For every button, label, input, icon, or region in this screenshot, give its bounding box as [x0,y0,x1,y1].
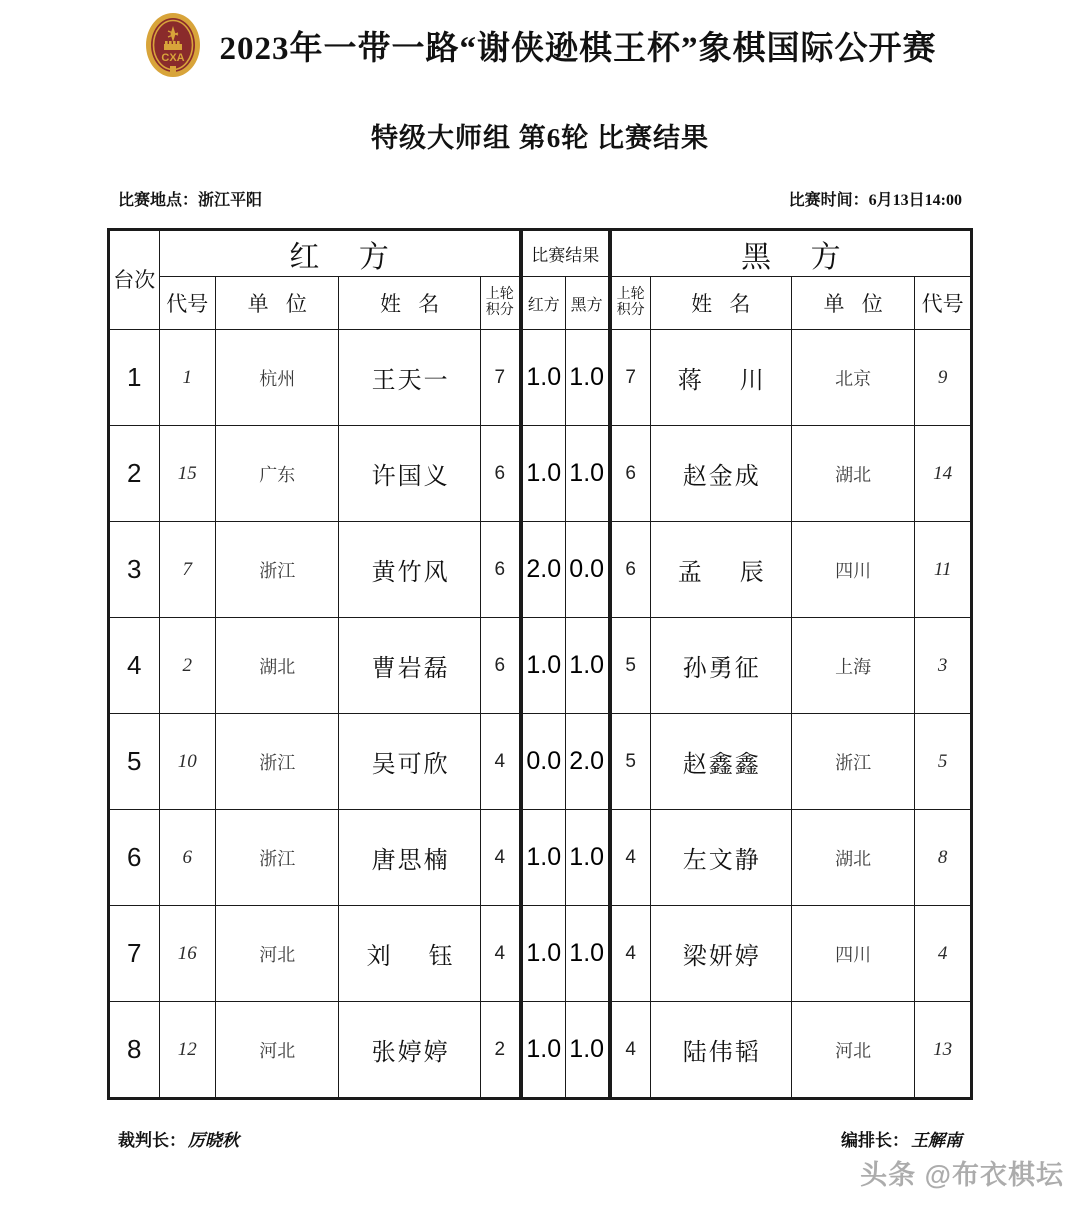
red-result-score: 1.0 [521,618,565,714]
black-prev-score: 6 [610,426,650,522]
red-player-name: 黄竹风 [339,522,480,618]
black-result-score: 0.0 [565,522,609,618]
black-player-name: 赵金成 [650,426,791,522]
col-result-red-header: 红方 [521,277,565,330]
col-red-prev-line2: 积分 [485,303,514,318]
black-unit: 上海 [792,618,915,714]
red-player-name: 张婷婷 [339,1002,480,1099]
venue-info [118,187,262,210]
black-unit: 四川 [792,906,915,1002]
red-player-name: 刘 钰 [339,906,480,1002]
black-result-score: 1.0 [565,426,609,522]
col-red-code-header: 代号 [159,277,216,330]
red-unit: 浙江 [216,810,339,906]
time-info [789,187,962,210]
black-code: 14 [915,426,972,522]
red-code: 16 [159,906,216,1002]
black-player-name: 蒋 川 [650,330,791,426]
board-number: 5 [109,714,160,810]
red-result-score: 2.0 [521,522,565,618]
results-table-wrap [107,228,973,1100]
table-row [109,426,972,522]
black-player-name: 梁妍婷 [650,906,791,1002]
red-unit: 浙江 [216,522,339,618]
red-result-score: 0.0 [521,714,565,810]
red-code: 10 [159,714,216,810]
black-code: 11 [915,522,972,618]
black-prev-score: 4 [610,906,650,1002]
board-number: 3 [109,522,160,618]
results-table-body [109,330,972,1099]
black-result-score: 1.0 [565,1002,609,1099]
referee-name: 厉晓秋 [188,1131,239,1150]
col-black-prev-header [610,277,650,330]
black-code: 13 [915,1002,972,1099]
red-prev-score: 4 [480,714,520,810]
black-prev-score: 5 [610,618,650,714]
red-result-score: 1.0 [521,1002,565,1099]
black-prev-score: 4 [610,810,650,906]
black-player-name: 孟 辰 [650,522,791,618]
table-group-header-row [109,230,972,277]
red-player-name: 唐思楠 [339,810,480,906]
cxa-logo-icon [144,11,202,79]
pairing-label: 编排长： [841,1131,909,1150]
red-code: 12 [159,1002,216,1099]
results-table [107,228,973,1100]
red-unit: 广东 [216,426,339,522]
table-row [109,1002,972,1099]
black-unit: 湖北 [792,810,915,906]
black-result-score: 1.0 [565,906,609,1002]
board-number: 6 [109,810,160,906]
page-footer [0,1126,1080,1151]
black-player-name: 陆伟韬 [650,1002,791,1099]
red-result-score: 1.0 [521,810,565,906]
col-black-prev-line2: 积分 [616,303,645,318]
board-number: 8 [109,1002,160,1099]
red-unit: 河北 [216,1002,339,1099]
board-number: 2 [109,426,160,522]
red-code: 1 [159,330,216,426]
red-unit: 浙江 [216,714,339,810]
red-unit: 杭州 [216,330,339,426]
red-prev-score: 7 [480,330,520,426]
black-prev-score: 5 [610,714,650,810]
black-player-name: 左文静 [650,810,791,906]
col-red-prev-line1: 上轮 [485,287,514,303]
red-code: 7 [159,522,216,618]
referee-signature [118,1126,239,1151]
col-red-unit-header: 单 位 [216,277,339,330]
red-prev-score: 4 [480,810,520,906]
red-player-name: 许国义 [339,426,480,522]
venue-value: 浙江平阳 [198,192,263,209]
watermark: 头条 @布衣棋坛 [860,1160,1064,1190]
black-result-score: 2.0 [565,714,609,810]
pairing-name: 王解南 [911,1131,962,1150]
venue-label: 比赛地点： [118,192,199,209]
red-result-score: 1.0 [521,330,565,426]
black-player-name: 赵鑫鑫 [650,714,791,810]
red-code: 15 [159,426,216,522]
col-red-prev-header [480,277,520,330]
table-column-header-row [109,277,972,330]
black-code: 5 [915,714,972,810]
black-unit: 四川 [792,522,915,618]
board-number: 4 [109,618,160,714]
red-result-score: 1.0 [521,426,565,522]
red-code: 6 [159,810,216,906]
referee-label: 裁判长： [118,1131,186,1150]
black-prev-score: 7 [610,330,650,426]
black-result-score: 1.0 [565,810,609,906]
table-row [109,810,972,906]
black-code: 4 [915,906,972,1002]
table-row [109,906,972,1002]
red-player-name: 曹岩磊 [339,618,480,714]
board-number: 1 [109,330,160,426]
red-code: 2 [159,618,216,714]
table-row [109,330,972,426]
page-subtitle: 特级大师组 第6轮 比赛结果 [371,123,709,153]
meta-row [0,187,1080,210]
page-title: 2023年一带一路“谢侠逊棋王杯”象棋国际公开赛 [219,30,937,67]
col-black-name-header: 姓 名 [650,277,791,330]
page-header [0,0,1080,74]
black-result-score: 1.0 [565,618,609,714]
red-player-name: 王天一 [339,330,480,426]
red-prev-score: 6 [480,618,520,714]
group-red-header: 红 方 [159,230,521,277]
black-unit: 北京 [792,330,915,426]
red-player-name: 吴可欣 [339,714,480,810]
board-number: 7 [109,906,160,1002]
time-label: 比赛时间： [788,192,869,209]
group-result-header: 比赛结果 [521,230,610,277]
black-player-name: 孙勇征 [650,618,791,714]
col-result-black-header: 黑方 [565,277,609,330]
col-black-unit-header: 单 位 [792,277,915,330]
table-row [109,618,972,714]
red-prev-score: 4 [480,906,520,1002]
black-unit: 浙江 [792,714,915,810]
red-unit: 湖北 [216,618,339,714]
black-prev-score: 4 [610,1002,650,1099]
red-unit: 河北 [216,906,339,1002]
group-black-header: 黑 方 [610,230,972,277]
black-code: 9 [915,330,972,426]
pairing-signature [841,1126,962,1151]
time-value: 6月13日14:00 [868,192,962,209]
svg-text:CXA: CXA [160,52,185,64]
col-red-name-header: 姓 名 [339,277,480,330]
black-code: 3 [915,618,972,714]
black-unit: 河北 [792,1002,915,1099]
red-prev-score: 6 [480,426,520,522]
col-board-header [109,230,160,330]
table-row [109,714,972,810]
col-board-label-line1: 台次 [113,267,156,292]
black-unit: 湖北 [792,426,915,522]
col-black-prev-line1: 上轮 [616,287,645,303]
red-prev-score: 6 [480,522,520,618]
col-black-code-header: 代号 [915,277,972,330]
black-code: 8 [915,810,972,906]
black-result-score: 1.0 [565,330,609,426]
red-result-score: 1.0 [521,906,565,1002]
black-prev-score: 6 [610,522,650,618]
red-prev-score: 2 [480,1002,520,1099]
table-row [109,522,972,618]
